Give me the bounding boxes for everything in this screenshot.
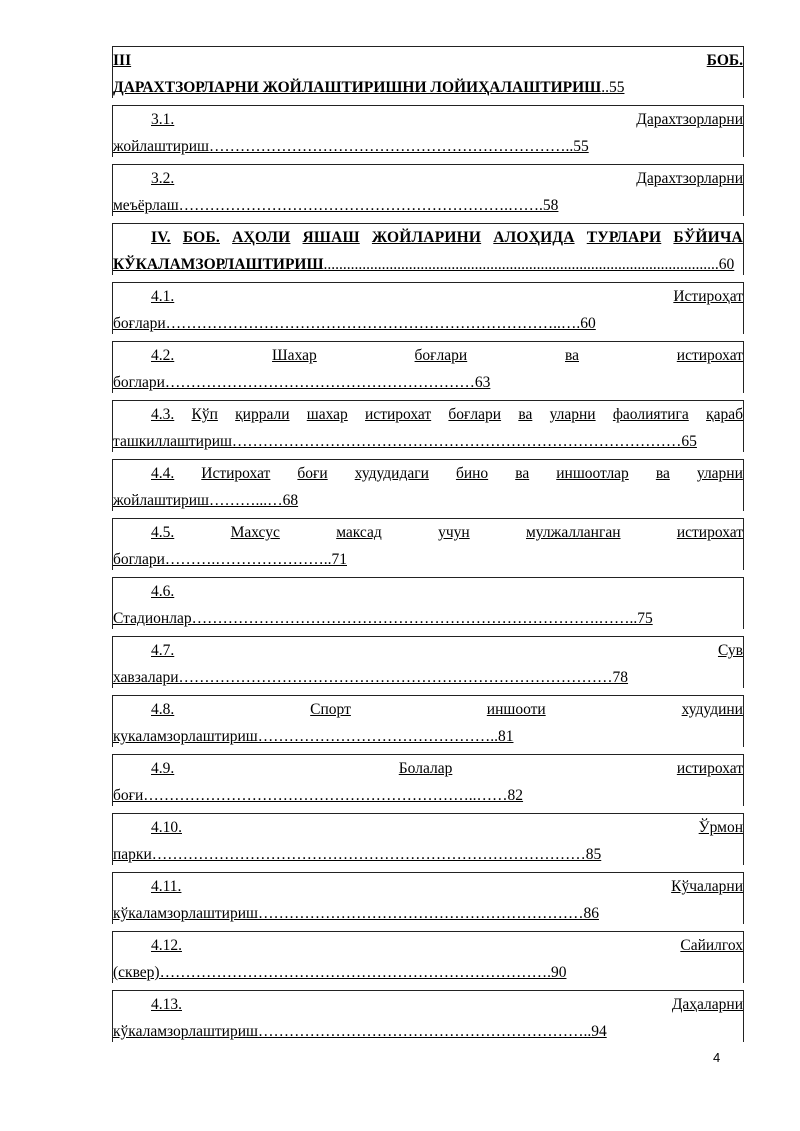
toc-entry[interactable] xyxy=(112,695,744,747)
toc-entry-word: Ўрмон xyxy=(698,819,743,836)
chapter-4-heading-word: БОБ. xyxy=(182,229,220,246)
toc-entry-word: 4.12. xyxy=(151,937,182,954)
toc-entry[interactable] xyxy=(112,341,744,393)
chapter-4-heading-word: АЛОҲИДА xyxy=(493,229,575,246)
toc-entry-page-line: кўкаламзорлаштириш………………………………………………………..94 xyxy=(113,1023,607,1040)
toc-entry-word: ва xyxy=(565,347,579,364)
toc-entry-page-line: жойлаштириш………...…68 xyxy=(113,492,299,509)
toc-entry[interactable] xyxy=(112,754,744,806)
toc-entry[interactable] xyxy=(112,931,744,983)
toc-entry-page-line: ташкиллаштириш……………………………………………………………………………65 xyxy=(113,433,697,450)
toc-entry-title-line xyxy=(151,699,743,721)
toc-entry-word: ва xyxy=(515,465,530,482)
toc-entry-page-line: боглари……….…………………..71 xyxy=(113,551,347,568)
toc-entry-word: 4.2. xyxy=(151,347,175,364)
toc-chapter-4[interactable] xyxy=(112,223,744,275)
toc-entry-word: 4.3. xyxy=(151,406,175,423)
toc-entry-page-line: боғлари…………………………………………………………………..….60 xyxy=(113,315,596,332)
chapter-4-heading-word: ТУРЛАРИ xyxy=(586,229,662,246)
toc-entry[interactable] xyxy=(112,400,744,452)
chapter-4-title-line xyxy=(113,254,734,276)
toc-entry-page-line: боғи………………………………………………………..……82 xyxy=(113,787,524,804)
chapter-4-page: ......................................................................................................60 xyxy=(323,256,735,273)
toc-entry-page-line: боглари……………………………………………………63 xyxy=(113,374,491,391)
toc-entry-word: истирохат xyxy=(676,760,743,777)
toc-entry[interactable] xyxy=(112,872,744,924)
toc-entry-title-line xyxy=(151,404,743,426)
toc-entry-page-line: парки…………………………………………………………………………85 xyxy=(113,846,602,863)
toc-entry-word: учун xyxy=(438,524,470,541)
chapter-4-heading-word: ЖОЙЛАРИНИ xyxy=(371,229,482,246)
toc-entry-word: Махсус xyxy=(230,524,280,541)
toc-entry-word: 4.13. xyxy=(151,996,182,1013)
toc-entry-word: бино xyxy=(455,465,489,482)
toc-entry-word: қиррали xyxy=(235,406,290,423)
chapter-3-entries xyxy=(112,105,744,216)
toc-entry-word: ва xyxy=(655,465,670,482)
toc-entry-word: истирохат xyxy=(676,524,743,541)
toc-entry-word: 4.6. xyxy=(151,583,175,600)
toc-entry-page-line: жойлаштириш……………………………………………………………..55 xyxy=(113,138,589,155)
chapter-4-heading-word: ЯШАШ xyxy=(302,229,360,246)
toc-entry-word: Спорт xyxy=(310,701,351,718)
toc-entry-word: Дарахтзорларни xyxy=(636,111,743,128)
toc-entry-word: мулжалланган xyxy=(526,524,621,541)
toc-entry-title-line xyxy=(151,522,743,544)
chapter-4-heading-line xyxy=(151,227,743,249)
toc-entry-word: 4.9. xyxy=(151,760,175,777)
toc-entry-title-line xyxy=(151,994,743,1016)
toc-entry-word: 4.10. xyxy=(151,819,182,836)
page-number: 4 xyxy=(713,1050,721,1065)
toc-entry-word: Даҳаларни xyxy=(671,996,743,1013)
chapter-4-entries xyxy=(112,282,744,1042)
toc-entry-word: Сайилгох xyxy=(680,937,743,954)
chapter-3-heading-line xyxy=(113,50,743,72)
toc-entry-word: истирохат xyxy=(676,347,743,364)
chapter-4-heading-word: IV. xyxy=(151,229,171,246)
toc-entry-word: боғлари xyxy=(414,347,468,364)
toc-entry[interactable] xyxy=(112,636,744,688)
toc-entry-word: 4.4. xyxy=(151,465,175,482)
toc-entry-word: худудидаги xyxy=(354,465,429,482)
toc-entry-title-line xyxy=(151,640,743,662)
toc-entry-word: фаолиятига xyxy=(612,406,689,423)
toc-entry[interactable] xyxy=(112,282,744,334)
toc-entry-word: боғи xyxy=(297,465,328,482)
toc-entry-title-line xyxy=(151,876,743,898)
toc-entry-page-line: кукаламзорлаштириш………………………………………..81 xyxy=(113,728,514,745)
toc-entry-word: қараб xyxy=(706,406,743,423)
toc-entry-title-line xyxy=(151,581,743,603)
toc-entry-title-line xyxy=(151,345,743,367)
chapter-4-heading-word: АҲОЛИ xyxy=(232,229,291,246)
toc-entry-word: Кўчаларни xyxy=(671,878,743,895)
table-of-contents xyxy=(112,46,744,1049)
toc-entry-title-line xyxy=(151,758,743,780)
chapter-3-number: III xyxy=(113,52,132,69)
toc-entry-word: 4.1. xyxy=(151,288,175,305)
toc-chapter-3[interactable] xyxy=(112,46,744,98)
toc-entry-word: Истироҳат xyxy=(673,288,743,305)
toc-entry-page-line: меъёрлаш……………………………………………………….…….58 xyxy=(113,197,559,214)
toc-entry-word: истирохат xyxy=(365,406,432,423)
toc-entry-title-line xyxy=(151,463,743,485)
toc-entry-word: иншооти xyxy=(486,701,546,718)
toc-entry-word: Кўп xyxy=(191,406,218,423)
toc-entry-word: 3.2. xyxy=(151,170,175,187)
toc-entry[interactable] xyxy=(112,105,744,157)
chapter-3-page: ..55 xyxy=(601,79,625,96)
toc-entry-title-line xyxy=(151,817,743,839)
chapter-3-title: ДАРАХТЗОРЛАРНИ ЖОЙЛАШТИРИШНИ ЛОЙИҲАЛАШТИРИШ xyxy=(113,79,602,96)
toc-entry-word: ва xyxy=(518,406,533,423)
toc-entry-word: Шахар xyxy=(272,347,317,364)
toc-entry-word: 4.11. xyxy=(151,878,182,895)
toc-entry-page-line: Стадионлар…………………………………………………………………….……..75 xyxy=(113,610,653,627)
chapter-4-title: КЎКАЛАМЗОРЛАШТИРИШ xyxy=(113,256,324,273)
toc-entry[interactable] xyxy=(112,577,744,629)
toc-entry-word: худудини xyxy=(681,701,743,718)
toc-entry-word: боғлари xyxy=(448,406,502,423)
toc-entry-word: уларни xyxy=(696,465,743,482)
toc-entry-word: Сув xyxy=(717,642,743,659)
toc-entry[interactable] xyxy=(112,990,744,1042)
toc-entry-word: 3.1. xyxy=(151,111,175,128)
toc-entry-title-line xyxy=(151,286,743,308)
toc-entry-word: уларни xyxy=(549,406,596,423)
toc-entry-page-line: кўкаламзорлаштириш………………………………………………………86 xyxy=(113,905,599,922)
toc-entry-word: 4.7. xyxy=(151,642,175,659)
toc-entry-word: 4.8. xyxy=(151,701,175,718)
toc-entry[interactable] xyxy=(112,459,744,511)
toc-entry[interactable] xyxy=(112,813,744,865)
toc-entry-word: Болалар xyxy=(398,760,453,777)
toc-entry-page-line: (сквер)………………………………………………………………….90 xyxy=(113,964,567,981)
toc-entry-title-line xyxy=(151,109,743,131)
toc-entry[interactable] xyxy=(112,164,744,216)
chapter-4-heading-word: БЎЙИЧА xyxy=(673,229,743,246)
chapter-3-label: БОБ. xyxy=(706,52,743,69)
toc-entry-word: Истирохат xyxy=(201,465,271,482)
toc-entry-word: максад xyxy=(336,524,382,541)
chapter-3-title-line xyxy=(113,77,624,99)
toc-entry-word: иншоотлар xyxy=(556,465,629,482)
toc-entry-page-line: хавзалари…………………………………………………………………………78 xyxy=(113,669,629,686)
toc-entry[interactable] xyxy=(112,518,744,570)
toc-entry-word: шахар xyxy=(306,406,348,423)
toc-entry-title-line xyxy=(151,935,743,957)
toc-entry-title-line xyxy=(151,168,743,190)
toc-entry-word: 4.5. xyxy=(151,524,175,541)
toc-entry-word: Дарахтзорларни xyxy=(636,170,743,187)
